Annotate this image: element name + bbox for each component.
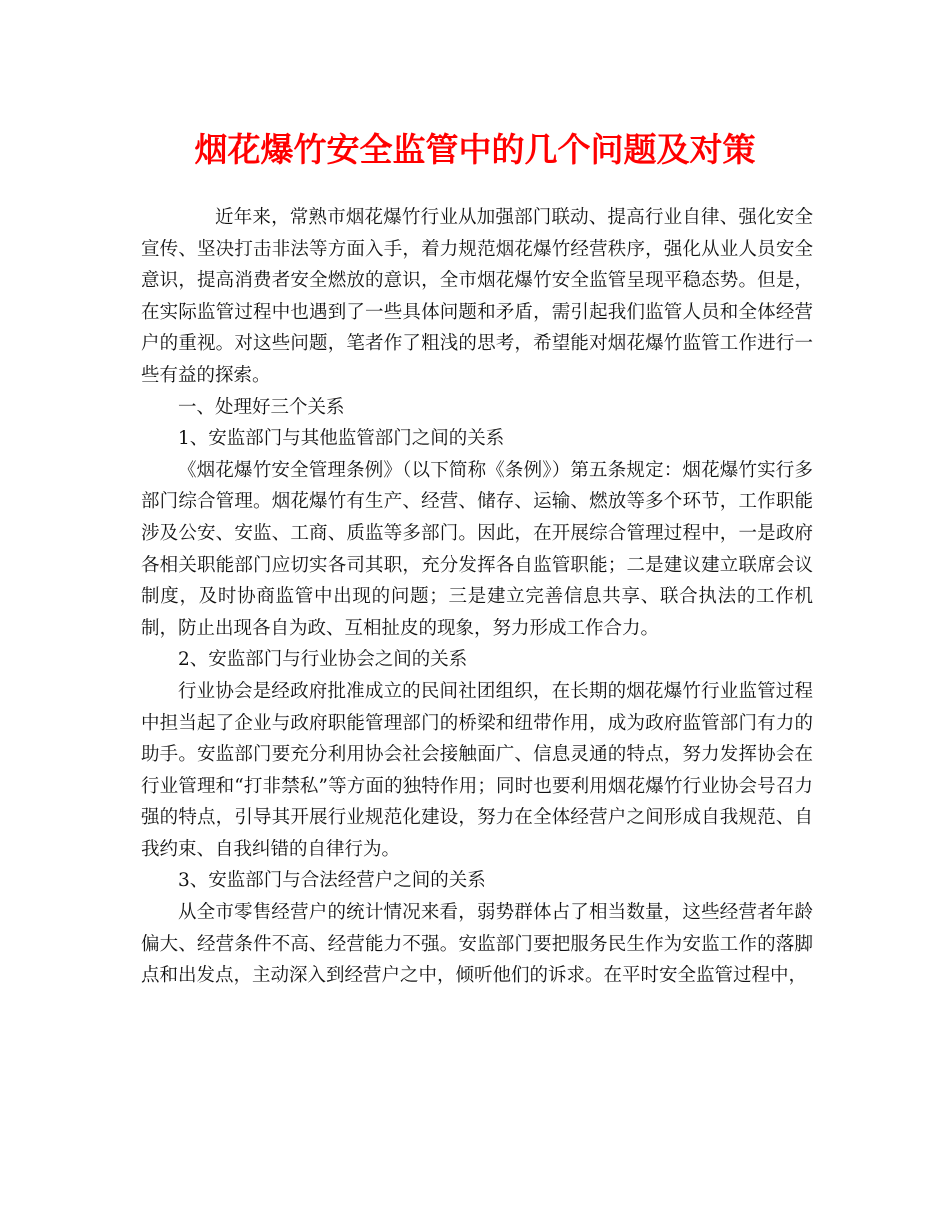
document-body xyxy=(141,202,813,992)
section-heading-1: 一、处理好三个关系 xyxy=(178,396,345,418)
paragraph-2: 行业协会是经政府批准成立的民间社团组织，在长期的烟花爆竹行业监管过程中担当起了企业与政府职能管理部门的桥梁和纽带作用，成为政府监管部门有力的助手。安监部门要充分利用协会社会接触面广、信息灵通的特点，努力发挥协会在行业管理和“打非禁私”等方面的独特作用；同时也要利用烟花爆竹行业协会号召力强的特点，引导其开展行业规范化建设，努力在全体经营户之间形成自我规范、自我约束、自我纠错的自律行为。 xyxy=(141,680,813,860)
subsection-heading-1: 1、安监部门与其他监管部门之间的关系 xyxy=(178,428,505,450)
subsection-heading-2: 2、安监部门与行业协会之间的关系 xyxy=(178,649,468,671)
paragraph-3: 从全市零售经营户的统计情况来看，弱势群体占了相当数量，这些经营者年龄偏大、经营条件不高、经营能力不强。安监部门要把服务民生作为安监工作的落脚点和出发点，主动深入到经营户之中，倾听他们的诉求。在平时安全监管过程中， xyxy=(141,902,813,987)
document-title: 烟花爆竹安全监管中的几个问题及对策 xyxy=(194,130,756,169)
paragraph-1: 《烟花爆竹安全管理条例》（以下简称《条例》）第五条规定：烟花爆竹实行多部门综合管理。烟花爆竹有生产、经营、储存、运输、燃放等多个环节，工作职能涉及公安、安监、工商、质监等多部门。因此，在开展综合管理过程中，一是政府各相关职能部门应切实各司其职，充分发挥各自监管职能；二是建议建立联席会议制度，及时协商监管中出现的问题；三是建立完善信息共享、联合执法的工作机制，防止出现各自为政、互相扯皮的现象，努力形成工作合力。 xyxy=(141,459,813,639)
paragraph-intro: 近年来，常熟市烟花爆竹行业从加强部门联动、提高行业自律、强化安全宣传、坚决打击非法等方面入手，着力规范烟花爆竹经营秩序，强化从业人员安全意识，提高消费者安全燃放的意识，全市烟花爆竹安全监管呈现平稳态势。但是，在实际监管过程中也遇到了一些具体问题和矛盾，需引起我们监管人员和全体经营户的重视。对这些问题，笔者作了粗浅的思考，希望能对烟花爆竹监管工作进行一些有益的探索。 xyxy=(141,207,813,386)
subsection-heading-3: 3、安监部门与合法经营户之间的关系 xyxy=(178,870,486,892)
